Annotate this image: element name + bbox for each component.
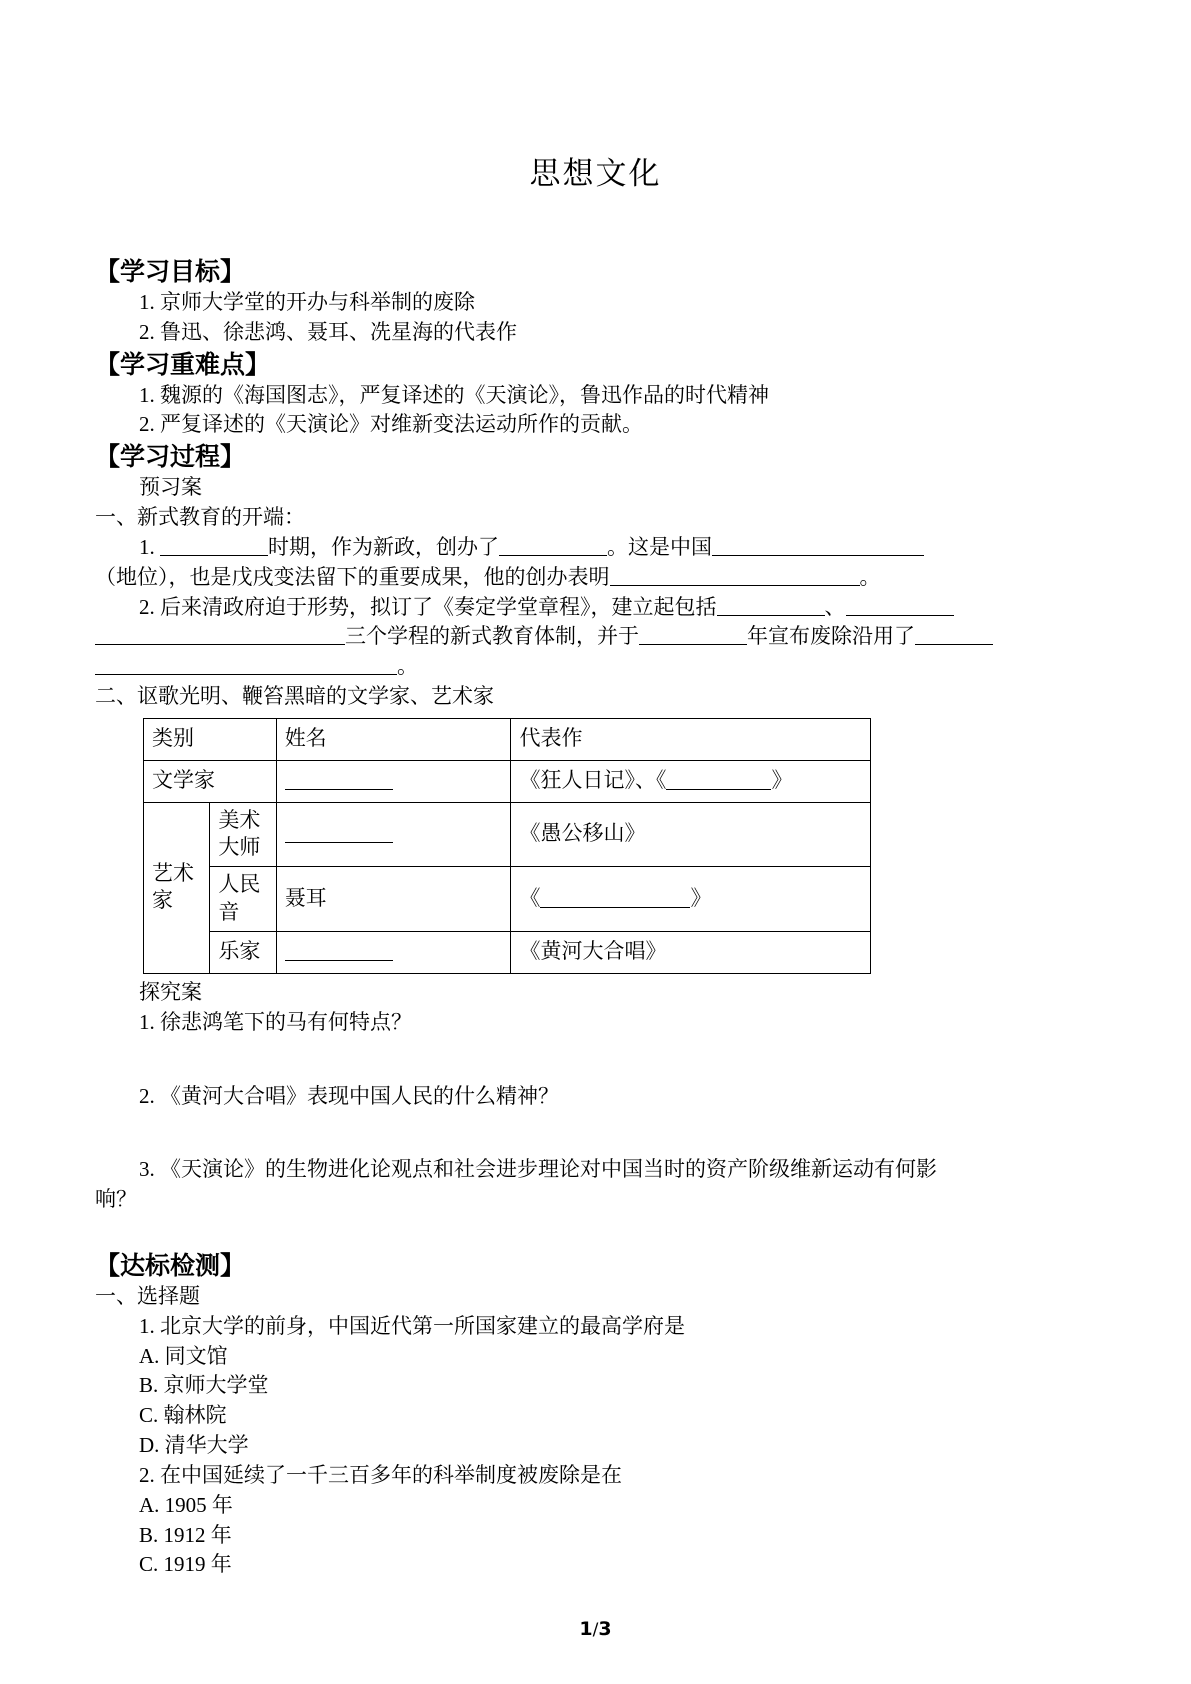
- fill-item-1-text-3: （地位），也是戊戌变法留下的重要成果，他的创办表明: [95, 564, 610, 589]
- fill-item-1-text-4: 。: [859, 564, 881, 589]
- key-point-item-1: 1. 魏源的《海国图志》，严复译述的《天演论》，鲁迅作品的时代精神: [139, 382, 769, 407]
- fill-item-2-text-2: 三个学程的新式教育体制，并于: [345, 624, 639, 649]
- table-cell-name: [276, 931, 511, 973]
- answer-space: [95, 1111, 1096, 1155]
- fill-item-1: [95, 533, 1096, 563]
- table-cell-work: [511, 760, 871, 802]
- answer-space: [95, 1038, 1096, 1082]
- inquiry-question-3: 3. 《天演论》的生物进化论观点和社会进步理论对中国当时的资产阶级维新运动有何影: [139, 1157, 937, 1182]
- blank-input[interactable]: [499, 534, 607, 556]
- blank-input[interactable]: [666, 768, 771, 790]
- fill-item-2-cont: [95, 622, 1096, 652]
- blank-input[interactable]: [95, 653, 397, 675]
- fill-item-2-sep: 、: [824, 594, 846, 619]
- inquiry-question-3-cont: 响？: [95, 1187, 137, 1212]
- fill-item-2-text-4: 。: [397, 654, 418, 679]
- table-cell-work: [511, 867, 871, 932]
- blank-input[interactable]: [285, 939, 393, 961]
- fill-item-1-text-1: 时期，作为新政，创办了: [268, 534, 499, 559]
- fill-item-1-number: 1.: [139, 534, 160, 559]
- assessment-q1-option-a[interactable]: A. 同文馆: [139, 1343, 228, 1368]
- assessment-q2-option-b[interactable]: B. 1912 年: [139, 1522, 232, 1547]
- table-row: [144, 931, 871, 973]
- table-cell-subcategory: 美术大师: [210, 802, 276, 867]
- blank-input[interactable]: [160, 534, 268, 556]
- section-heading-process: 【学习过程】: [95, 442, 246, 472]
- objective-item-1: 1. 京师大学堂的开办与科举制的废除: [139, 290, 475, 314]
- footer-separator: /: [592, 1620, 599, 1640]
- work-prefix: 《黄河大合唱》: [519, 939, 667, 964]
- work-suffix: 》: [771, 768, 793, 793]
- work-suffix: 》: [690, 885, 712, 910]
- footer-current-page: 1: [579, 1618, 593, 1640]
- inquiry-question-1: 1. 徐悲鸿笔下的马有何特点？: [139, 1009, 412, 1034]
- table-cell-work: [511, 802, 871, 867]
- blank-input[interactable]: [846, 594, 954, 616]
- table-header-work: 代表作: [511, 718, 871, 760]
- table-row: [144, 867, 871, 932]
- inquiry-question-2: 2. 《黄河大合唱》表现中国人民的什么精神？: [139, 1083, 559, 1108]
- blank-input[interactable]: [712, 534, 924, 556]
- table-cell-category: 文学家: [144, 760, 277, 802]
- fill-item-2-text-3: 年宣布废除沿用了: [747, 624, 915, 649]
- section-heading-assessment: 【达标检测】: [95, 1251, 246, 1280]
- table-header-row: [144, 718, 871, 760]
- table-cell-subcategory: 人民音: [210, 867, 276, 932]
- table-cell-name: 聂耳: [276, 867, 511, 932]
- work-prefix: 《狂人日记》、《: [519, 768, 667, 793]
- assessment-q2-option-a[interactable]: A. 1905 年: [139, 1492, 233, 1517]
- table-cell-name: [276, 802, 511, 867]
- blank-input[interactable]: [717, 594, 825, 616]
- work-prefix: 《: [519, 885, 541, 910]
- blank-input[interactable]: [639, 623, 747, 645]
- assessment-part-label: 一、选择题: [95, 1284, 200, 1308]
- assessment-q1-option-c[interactable]: C. 翰林院: [139, 1403, 227, 1428]
- fill-item-2-text-1: 后来清政府迫于形势，拟订了《奏定学堂章程》，建立起包括: [160, 594, 717, 619]
- table-row: [144, 802, 871, 867]
- page-footer: [0, 1618, 1191, 1640]
- section-heading-objectives: 【学习目标】: [95, 257, 246, 286]
- objective-item-2: 2. 鲁迅、徐悲鸿、聂耳、冼星海的代表作: [139, 319, 517, 344]
- work-prefix: 《愚公移山》: [519, 821, 646, 846]
- table-header-category: 类别: [144, 718, 277, 760]
- table-cell-subcategory: 乐家: [210, 931, 276, 973]
- inquiry-label: 探究案: [139, 979, 202, 1004]
- assessment-question-1-stem: 1. 北京大学的前身，中国近代第一所国家建立的最高学府是: [139, 1313, 685, 1338]
- assessment-q1-option-b[interactable]: B. 京师大学堂: [139, 1373, 269, 1398]
- table-cell-name: [276, 760, 511, 802]
- fill-item-2-cont2: [95, 652, 1096, 682]
- footer-total-pages: 3: [598, 1618, 612, 1640]
- section-heading-key-points: 【学习重难点】: [95, 349, 271, 379]
- subsection-heading-one: 一、新式教育的开端：: [95, 505, 305, 530]
- fill-item-1-text-2: 。这是中国: [607, 534, 712, 559]
- table-header-name: 姓名: [276, 718, 511, 760]
- fill-item-2-number: 2.: [139, 594, 160, 619]
- blank-input[interactable]: [540, 886, 690, 908]
- assessment-question-2-stem: 2. 在中国延续了一千三百多年的科举制度被废除是在: [139, 1462, 622, 1487]
- blank-input[interactable]: [285, 821, 393, 843]
- blank-input[interactable]: [610, 564, 860, 586]
- key-point-item-2: 2. 严复译述的《天演论》对维新变法运动所作的贡献。: [139, 412, 643, 437]
- assessment-q1-option-d[interactable]: D. 清华大学: [139, 1433, 249, 1458]
- table-row: [144, 760, 871, 802]
- preview-label: 预习案: [139, 475, 202, 500]
- subsection-heading-two: 二、讴歌光明、鞭笞黑暗的文学家、艺术家: [95, 683, 494, 708]
- page-title: 思想文化: [529, 156, 662, 192]
- blank-input[interactable]: [285, 768, 393, 790]
- table-cell-work: [511, 931, 871, 973]
- blank-input[interactable]: [95, 623, 345, 645]
- fill-item-2: [95, 593, 1096, 623]
- blank-input[interactable]: [915, 623, 993, 645]
- artists-table: [143, 718, 871, 974]
- fill-item-1-cont: [95, 563, 1096, 593]
- assessment-q2-option-c[interactable]: C. 1919 年: [139, 1552, 232, 1577]
- table-cell-category: 艺术家: [144, 802, 210, 973]
